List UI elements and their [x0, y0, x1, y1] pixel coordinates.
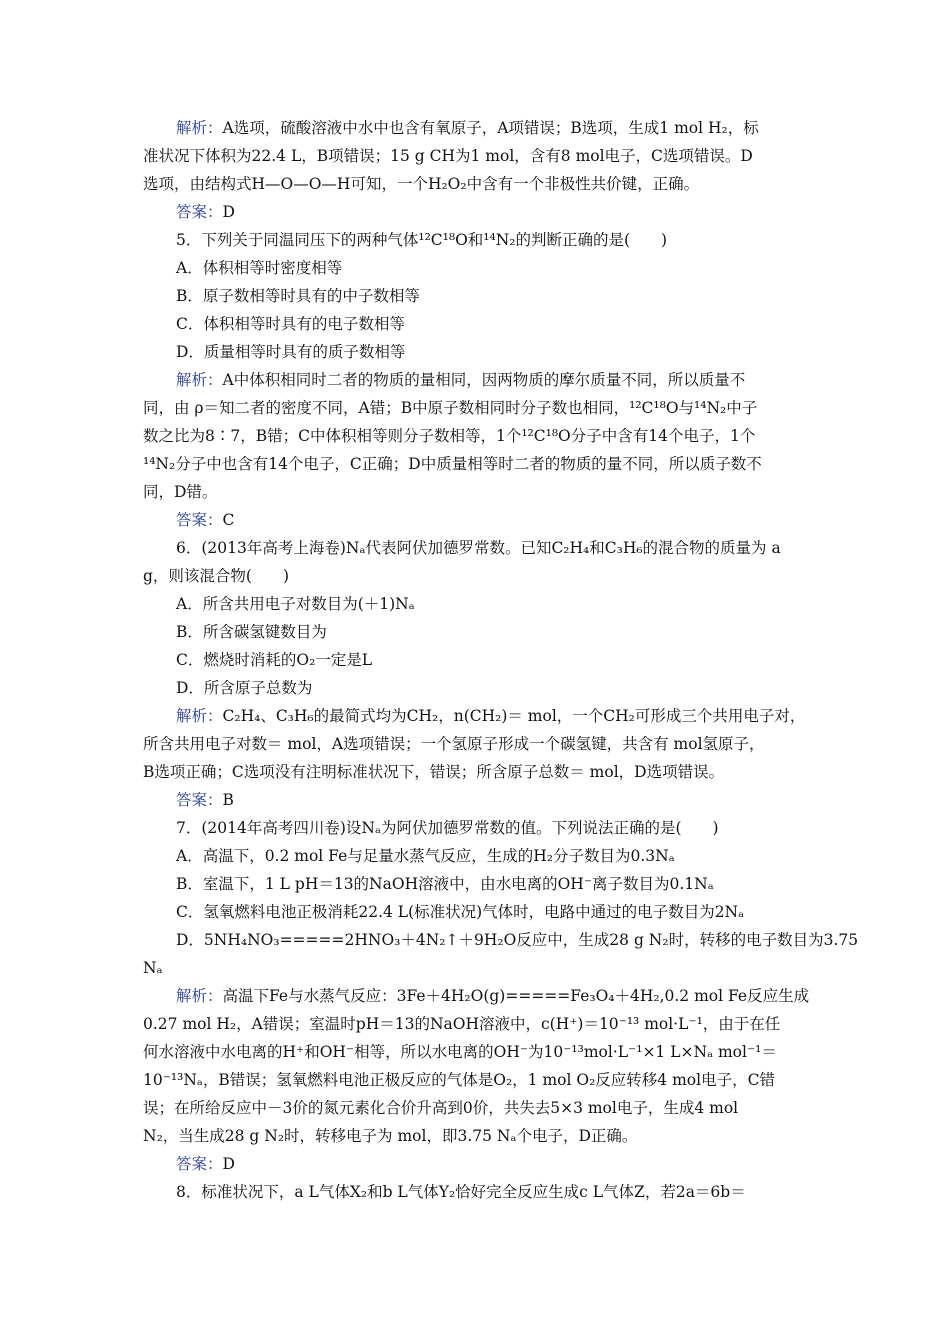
- text-line: [143, 482, 217, 502]
- line-label: 解析：: [176, 987, 223, 1005]
- text-line: [143, 398, 757, 418]
- text-line: [176, 286, 420, 306]
- line-text: 准状况下体积为22.4 L，B项错误；15 g CH为1 mol，含有8 mol电子，C选项错误。D: [143, 147, 753, 165]
- text-line: [143, 1014, 780, 1034]
- line-label: 答案：: [176, 791, 223, 809]
- text-line: [176, 678, 312, 698]
- line-text: D: [222, 203, 235, 221]
- line-text: 数之比为8∶7，B错；C中体积相等则分子数相等，1个¹²C¹⁸O分子中含有14个电子，1个: [143, 427, 756, 445]
- line-text: A中体积相同时二者的物质的量相同，因两物质的摩尔质量不同，所以质量不: [222, 371, 746, 389]
- text-line: [176, 342, 405, 362]
- answer-line: [176, 1154, 235, 1174]
- text-line: [143, 146, 753, 166]
- line-text: 6．(2013年高考上海卷)Nₐ代表阿伏加德罗常数。已知C₂H₄和C₃H₆的混合物的质量为 a: [176, 539, 781, 557]
- line-text: A选项，硫酸溶液中水中也含有氧原子，A项错误；B选项，生成1 mol H₂，标: [222, 119, 759, 137]
- answer-line: [176, 510, 234, 530]
- line-text: 0.27 mol H₂，A错误；室温时pH＝13的NaOH溶液中，c(H⁺)＝10⁻¹³ mol·L⁻¹，由于在任: [143, 1015, 781, 1033]
- line-text: B．原子数相等时具有的中子数相等: [176, 287, 420, 305]
- answer-line: [176, 202, 235, 222]
- text-line: [176, 1182, 746, 1202]
- answer-line: [176, 790, 234, 810]
- line-text: D．5NH₄NO₃=====2HNO₃＋4N₂↑＋9H₂O反应中，生成28 g N₂时，转移的电子数目为3.75: [176, 931, 859, 949]
- line-text: B．室温下，1 L pH＝13的NaOH溶液中，由水电离的OH⁻离子数目为0.1Nₐ: [176, 875, 714, 893]
- line-text: A．高温下，0.2 mol Fe与足量水蒸气反应，生成的H₂分子数目为0.3Nₐ: [176, 847, 675, 865]
- text-line: [143, 426, 755, 446]
- line-text: Nₐ: [143, 959, 163, 977]
- text-line: [143, 566, 289, 586]
- line-text: D．所含原子总数为: [176, 679, 313, 697]
- text-line: [176, 538, 781, 558]
- line-text: g，则该混合物( ): [143, 567, 290, 585]
- line-text: C．体积相等时具有的电子数相等: [176, 315, 405, 333]
- text-line: [176, 258, 342, 278]
- line-text: 5．下列关于同温同压下的两种气体¹²C¹⁸O和¹⁴N₂的判断正确的是( ): [176, 231, 668, 249]
- line-text: 所含共用电子对数＝ mol，A选项错误；一个氢原子形成一个碳氢键，共含有 mol氢原子，: [143, 735, 765, 753]
- line-text: 选项，由结构式H—O—O—H可知，一个H₂O₂中含有一个非极性共价键，正确。: [143, 175, 700, 193]
- text-line: [143, 958, 163, 978]
- text-line: [176, 846, 675, 866]
- analysis-line: [176, 370, 745, 390]
- analysis-line: [176, 986, 809, 1006]
- text-line: [143, 454, 762, 474]
- text-line: [176, 902, 744, 922]
- line-text: ¹⁴N₂分子中也含有14个电子，C正确；D中质量相等时二者的物质的量不同，所以质子数不: [143, 455, 762, 473]
- text-line: [176, 650, 372, 670]
- line-label: 解析：: [176, 707, 223, 725]
- text-line: [143, 1042, 777, 1062]
- analysis-line: [176, 118, 759, 138]
- text-line: [143, 1070, 775, 1090]
- line-text: 同，D错。: [143, 483, 218, 501]
- line-text: D: [222, 1155, 235, 1173]
- line-text: 7．(2014年高考四川卷)设Nₐ为阿伏加德罗常数的值。下列说法正确的是( ): [176, 819, 719, 837]
- line-text: C．氢氧燃料电池正极消耗22.4 L(标准状况)气体时，电路中通过的电子数目为2Nₐ: [176, 903, 745, 921]
- line-label: 答案：: [176, 511, 223, 529]
- line-text: 同，由 ρ＝知二者的密度不同，A错；B中原子数相同时分子数也相同，¹²C¹⁸O与¹⁴N₂中子: [143, 399, 758, 417]
- line-text: D．质量相等时具有的质子数相等: [176, 343, 406, 361]
- line-label: 解析：: [176, 119, 223, 137]
- line-text: B: [222, 791, 234, 809]
- line-text: 10⁻¹³Nₐ，B错误；氢氧燃料电池正极反应的气体是O₂，1 mol O₂反应转移4 mol电子，C错: [143, 1071, 775, 1089]
- line-text: 8．标准状况下，a L气体X₂和b L气体Y₂恰好完全反应生成c L气体Z，若2a＝6b＝: [176, 1183, 746, 1201]
- text-line: [176, 930, 858, 950]
- text-line: [176, 622, 327, 642]
- line-text: B．所含碳氢键数目为: [176, 623, 327, 641]
- analysis-line: [176, 706, 805, 726]
- line-text: 何水溶液中水电离的H⁺和OH⁻相等，所以水电离的OH⁻为10⁻¹³mol·L⁻¹×1 L×Nₐ mol⁻¹＝: [143, 1043, 777, 1061]
- line-label: 答案：: [176, 1155, 223, 1173]
- line-text: A．所含共用电子对数目为(＋1)Nₐ: [176, 595, 415, 613]
- text-line: [143, 1126, 637, 1146]
- text-line: [143, 1098, 738, 1118]
- line-label: 答案：: [176, 203, 223, 221]
- line-text: 高温下Fe与水蒸气反应：3Fe＋4H₂O(g)=====Fe₃O₄＋4H₂,0.2 mol Fe反应生成: [222, 987, 810, 1005]
- text-line: [176, 818, 719, 838]
- line-text: C．燃烧时消耗的O₂一定是L: [176, 651, 373, 669]
- text-line: [176, 874, 714, 894]
- line-text: N₂，当生成28 g N₂时，转移电子为 mol，即3.75 Nₐ个电子，D正确。: [143, 1127, 638, 1145]
- line-text: 误；在所给反应中－3价的氮元素化合价升高到0价，共失去5×3 mol电子，生成4 mol: [143, 1099, 739, 1117]
- text-line: [143, 174, 699, 194]
- text-line: [143, 734, 765, 754]
- line-text: C₂H₄、C₃H₆的最简式均为CH₂，n(CH₂)＝ mol，一个CH₂可形成三个共用电子对，: [222, 707, 806, 725]
- text-line: [176, 230, 667, 250]
- line-label: 解析：: [176, 371, 223, 389]
- text-line: [143, 762, 724, 782]
- line-text: C: [222, 511, 235, 529]
- line-text: A．体积相等时密度相等: [176, 259, 343, 277]
- text-line: [176, 314, 405, 334]
- text-line: [176, 594, 415, 614]
- line-text: B选项正确；C选项没有注明标准状况下，错误；所含原子总数＝ mol，D选项错误。: [143, 763, 725, 781]
